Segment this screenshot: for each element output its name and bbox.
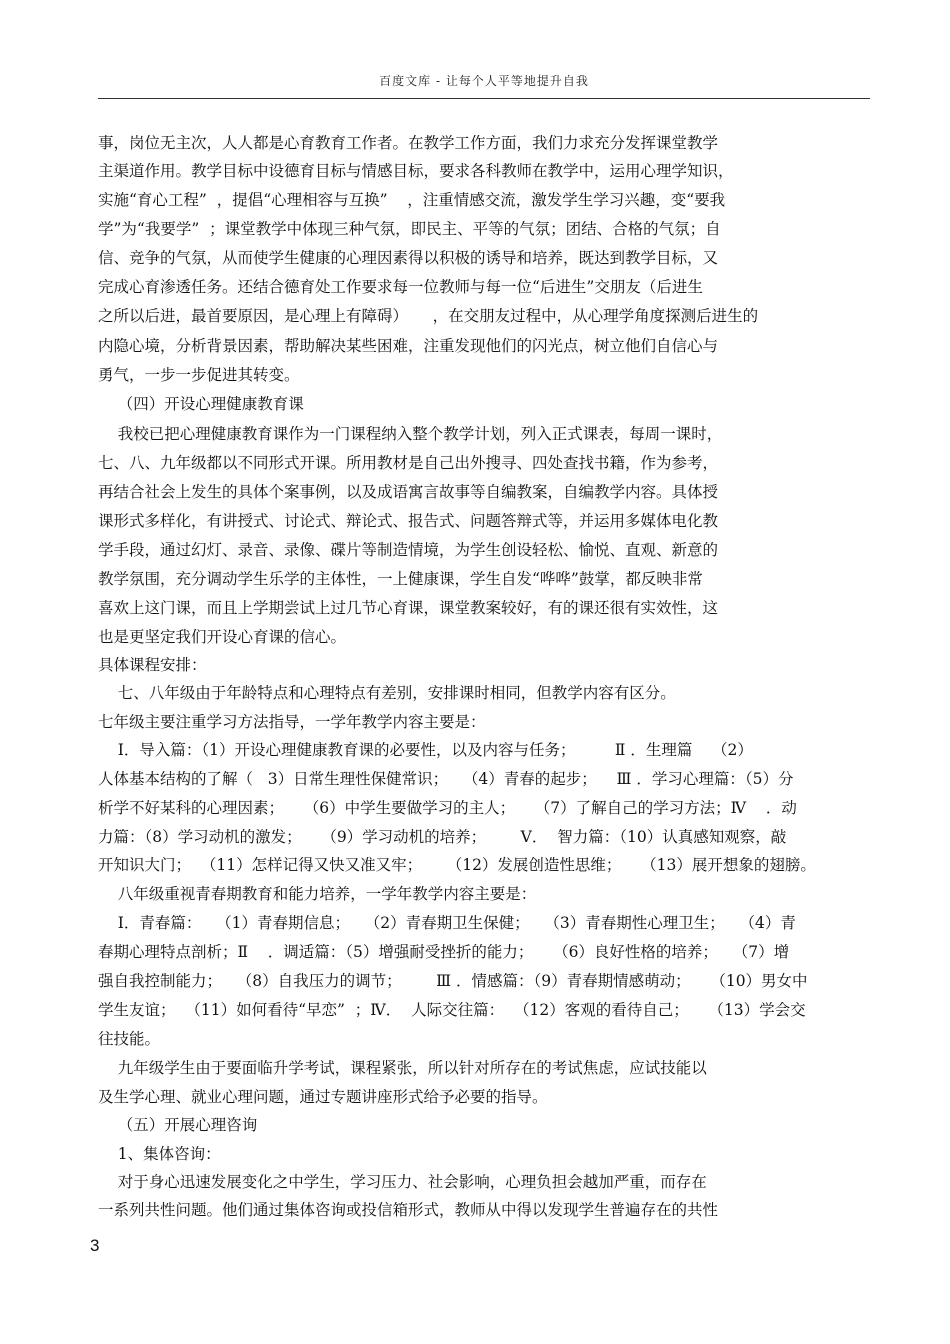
text-line: 再结合社会上发生的具体个案事例，以及成语寓言故事等自编教案，自编教学内容。具体授 bbox=[98, 483, 719, 501]
text-line: 八年级重视青春期教育和能力培养，一学年教学内容主要是： bbox=[98, 885, 537, 903]
text-line: 析学不好某科的心理因素； （6）中学生要做学习的主人； （7）了解自己的学习方法；Ⅳ ．动 bbox=[98, 799, 797, 817]
text-line: 1、集体咨询： bbox=[98, 1145, 221, 1163]
text-line: 信、竞争的气氛，从而使学生健康的心理因素得以积极的诱导和培养，既达到教学目标，又 bbox=[98, 249, 719, 267]
text-line: 七、八、九年级都以不同形式开课。所用教材是自己出外搜寻、四处查找书籍，作为参考， bbox=[98, 454, 719, 472]
page-number: 3 bbox=[90, 1236, 100, 1255]
text-line: 教学氛围，充分调动学生乐学的主体性，一上健康课，学生自发“哗哗”鼓掌，都反映非常 bbox=[98, 570, 703, 588]
text-line: 九年级学生由于要面临升学考试，课程紧张，所以针对所存在的考试焦虑，应试技能以 bbox=[98, 1059, 707, 1077]
text-line: 课形式多样化，有讲授式、讨论式、辩论式、报告式、问题答辩式等，并运用多媒体电化教 bbox=[98, 512, 719, 530]
text-line: Ⅰ．导入篇：（1）开设心理健康教育课的必要性，以及内容与任务； Ⅱ ．生理篇 （2） bbox=[98, 741, 753, 759]
text-line: 七、八年级由于年龄特点和心理特点有差别，安排课时相同，但教学内容有区分。 bbox=[98, 684, 676, 702]
text-line: 内隐心境，分析背景因素，帮助解决某些困难，注重发现他们的闪光点，树立他们自信心与 bbox=[98, 337, 719, 355]
text-line: 对于身心迅速发展变化之中学生，学习压力、社会影响，心理负担会越加严重，而存在 bbox=[98, 1173, 707, 1191]
text-line: 学手段，通过幻灯、录音、录像、碟片等制造情境，为学生创设轻松、愉悦、直观、新意的 bbox=[98, 541, 719, 559]
text-line: 春期心理特点剖析；Ⅱ ．调适篇：（5）增强耐受挫折的能力； （6）良好性格的培养； （7）增 bbox=[98, 943, 790, 961]
text-line: 一系列共性问题。他们通过集体咨询或投信箱形式，教师从中得以发现学生普遍存在的共性 bbox=[98, 1201, 719, 1219]
text-line: 及生学心理、就业心理问题，通过专题讲座形式给予必要的指导。 bbox=[98, 1088, 548, 1106]
text-line: （四）开设心理健康教育课 bbox=[98, 395, 304, 413]
header-rule bbox=[98, 98, 870, 99]
text-line: 之所以后进，最首要原因，是心理上有障碍） ，在交朋友过程中，从心理学角度探测后进生的 bbox=[98, 307, 759, 325]
text-line: 勇气，一步一步促进其转变。 bbox=[98, 366, 300, 384]
text-line: 强自我控制能力； （8）自我压力的调节； Ⅲ ．情感篇：（9）青春期情感萌动； （10）男女中 bbox=[98, 972, 808, 990]
text-line: 喜欢上这门课，而且上学期尝试上过几节心育课，课堂教案较好，有的课还很有实效性，这 bbox=[98, 599, 719, 617]
page-header: 百度文库 - 让每个人平等地提升自我 bbox=[379, 74, 589, 88]
text-line: 完成心育渗透任务。还结合德育处工作要求每一位教师与每一位“后进生”交朋友（后进生 bbox=[98, 278, 703, 296]
text-line: 实施“育心工程” ，提倡“心理相容与互换” ，注重情感交流，激发学生学习兴趣，变“要我 bbox=[98, 191, 726, 209]
text-line: 事，岗位无主次，人人都是心育教育工作者。在教学工作方面，我们力求充分发挥课堂教学 bbox=[98, 134, 719, 152]
text-line: 学生友谊； （11）如何看待“早恋” ；Ⅳ． 人际交往篇： （12）客观的看待自己； （13）学会交 bbox=[98, 1001, 806, 1019]
text-line: 开知识大门； （11）怎样记得又快又准又牢； （12）发展创造性思维； （13）展开想象的翅膀。 bbox=[98, 856, 816, 874]
text-line: Ⅰ．青春篇： （1）青春期信息； （2）青春期卫生保健； （3）青春期性心理卫生； （4）青 bbox=[98, 914, 796, 932]
text-line: 力篇：（8）学习动机的激发； （9）学习动机的培养； Ⅴ． 智力篇：（10）认真感知观察，敲 bbox=[98, 828, 787, 846]
text-line: 往技能。 bbox=[98, 1030, 161, 1048]
text-line: 也是更坚定我们开设心育课的信心。 bbox=[98, 628, 347, 646]
text-line: （五）开展心理咨询 bbox=[98, 1116, 258, 1134]
text-line: 主渠道作用。教学目标中设德育目标与情感目标，要求各科教师在教学中，运用心理学知识， bbox=[98, 162, 734, 180]
text-line: 七年级主要注重学习方法指导，一学年教学内容主要是： bbox=[98, 713, 486, 731]
text-line: 我校已把心理健康教育课作为一门课程纳入整个教学计划，列入正式课表，每周一课时， bbox=[98, 425, 723, 443]
text-line: 人体基本结构的了解（ 3）日常生理性保健常识； （4）青春的起步； Ⅲ ．学习心理篇：（5）分 bbox=[98, 770, 794, 788]
text-line: 具体课程安排： bbox=[98, 656, 207, 674]
text-line: 学”为“我要学” ；课堂教学中体现三种气氛，即民主、平等的气氛；团结、合格的气氛；自 bbox=[98, 220, 721, 238]
